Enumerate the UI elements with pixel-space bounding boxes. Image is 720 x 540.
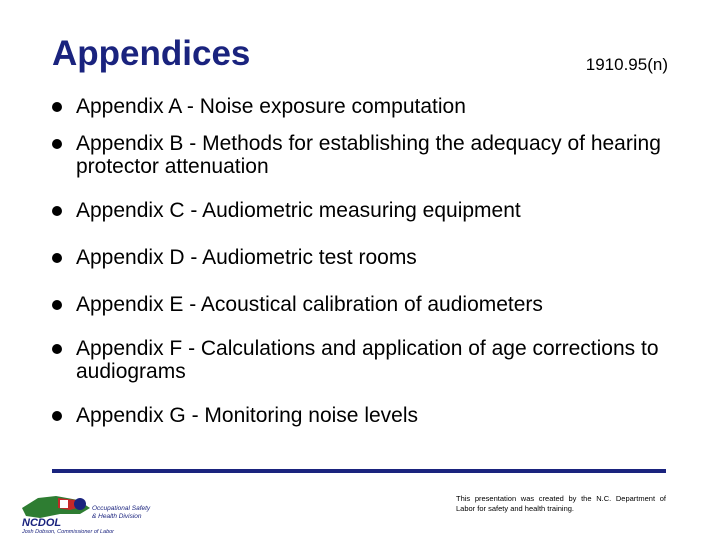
footer-note: This presentation was created by the N.C. Department of Labor for safety and health training. xyxy=(456,494,666,513)
bullet-icon xyxy=(52,300,62,310)
bullet-icon xyxy=(52,411,62,421)
logo-tagline-2: & Health Division xyxy=(92,513,142,520)
list-item-text: Appendix C - Audiometric measuring equipment xyxy=(76,199,521,222)
standard-reference: 1910.95(n) xyxy=(585,55,668,74)
slide-title: Appendices xyxy=(52,34,251,73)
list-item xyxy=(52,95,692,118)
list-item xyxy=(52,337,692,383)
bullet-icon xyxy=(52,102,62,112)
bullet-icon xyxy=(52,139,62,149)
bullet-icon xyxy=(52,344,62,354)
bullet-icon xyxy=(52,253,62,263)
list-item-text: Appendix F - Calculations and application of age corrections to audiograms xyxy=(76,337,659,383)
logo-subtitle: Josh Dobson, Commissioner of Labor xyxy=(22,529,115,534)
list-item-text: Appendix B - Methods for establishing the adequacy of hearing protector attenuation xyxy=(76,132,661,178)
list-item-text: Appendix A - Noise exposure computation xyxy=(76,95,466,118)
list-item xyxy=(52,199,692,222)
ncdol-logo xyxy=(20,488,170,534)
logo-tagline-1: Occupational Safety xyxy=(92,505,151,512)
list-item xyxy=(52,293,692,316)
list-item-text: Appendix E - Acoustical calibration of audiometers xyxy=(76,293,543,316)
bullet-icon xyxy=(52,206,62,216)
footer-divider xyxy=(52,469,666,473)
list-item-text: Appendix G - Monitoring noise levels xyxy=(76,404,419,427)
list-item-text: Appendix D - Audiometric test rooms xyxy=(76,246,417,269)
list-item xyxy=(52,246,692,269)
appendix-list xyxy=(52,95,692,427)
logo-name: NCDOL xyxy=(22,517,62,529)
list-item xyxy=(52,132,692,178)
list-item xyxy=(52,404,692,427)
